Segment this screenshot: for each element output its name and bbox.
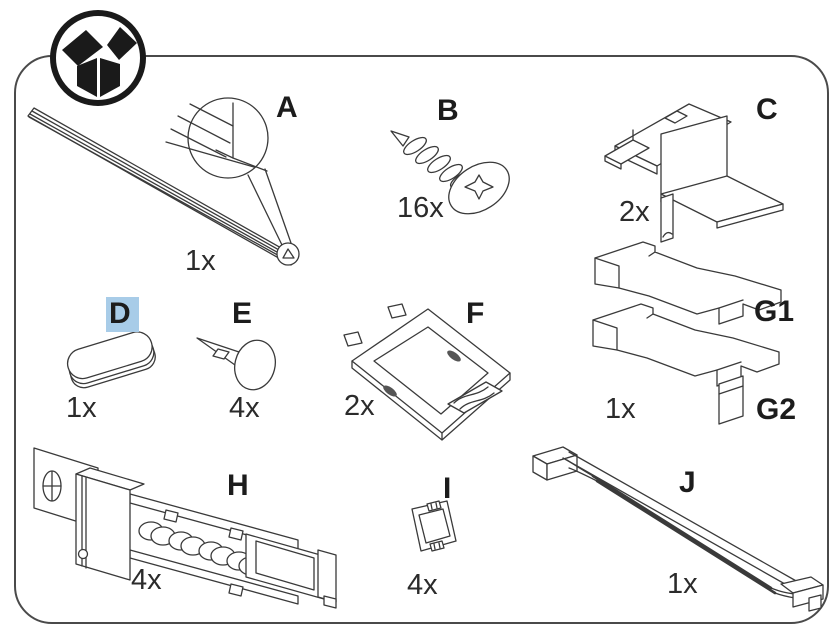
part-d-label: D (106, 297, 139, 332)
part-c-label: C (756, 93, 778, 126)
part-g-quantity: 1x (605, 393, 636, 425)
part-a-drawing (20, 88, 320, 288)
part-f-quantity: 2x (344, 390, 375, 422)
part-i-label: I (443, 472, 452, 505)
part-e-label: E (232, 297, 253, 330)
part-b-label: B (437, 94, 459, 127)
part-c-quantity: 2x (619, 196, 650, 228)
part-h-label: H (227, 469, 249, 502)
part-d-drawing (62, 328, 162, 400)
part-i-drawing (403, 495, 465, 565)
part-j-label: J (679, 466, 696, 499)
part-e-quantity: 4x (229, 392, 260, 424)
part-j-quantity: 1x (667, 568, 698, 600)
part-e-drawing (195, 328, 280, 393)
part-i-quantity: 4x (407, 569, 438, 601)
part-b-quantity: 16x (397, 192, 444, 224)
part-h-quantity: 4x (131, 564, 162, 596)
part-f-label: F (466, 297, 485, 330)
part-h-drawing (18, 438, 340, 608)
part-a-quantity: 1x (185, 245, 216, 277)
part-d-quantity: 1x (66, 392, 97, 424)
part-f-drawing (342, 303, 517, 443)
part-a-label: A (276, 91, 298, 124)
part-g2-label: G2 (756, 393, 797, 426)
part-g1-label: G1 (754, 295, 795, 328)
